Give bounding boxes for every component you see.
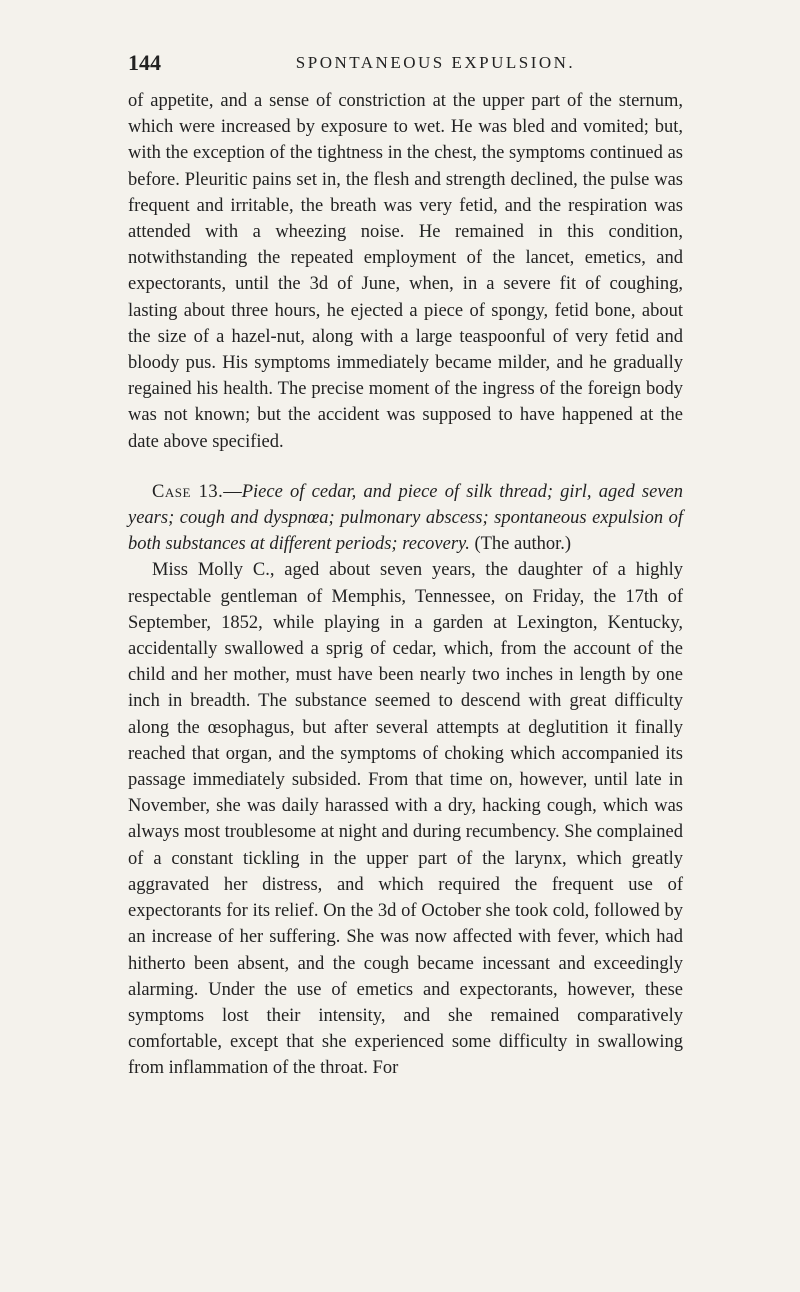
paragraph-case-narrative: Miss Molly C., aged about seven years, the daughter of a highly respectable gentleman of Memphis, Tennessee, on Friday, the 17th of September, 1852, while playing in a garden at Lexington, Kentucky, accidentally swallowed a sprig of cedar, which, from the account of the child and her mother, must have been nearly two inches in length by one inch in breadth. The substance seemed to descend with great difficulty along the œsophagus, but after several attempts at deglutition it finally reached that organ, and the symptoms of choking which accompanied its passage immediately subsided. From that time on, however, until late in November, she was daily harassed with a dry, hacking cough, which was always most troublesome at night and during recumbency. She complained of a constant tickling in the upper part of the larynx, which greatly aggravated her distress, and which required the frequent use of expectorants for its relief. On the 3d of October she took cold, followed by an increase of her suffering. She was now affected with fever, which had hitherto been absent, and the cough became incessant and exceedingly alarming. Under the use of emetics and expectorants, however, these symptoms lost their intensity, and she remained comparatively comfortable, except that she experienced some difficulty in swallowing from inflammation of the throat. For <box>128 560 683 1079</box>
running-head <box>128 50 683 76</box>
paragraph-continued: of appetite, and a sense of constriction at the upper part of the sternum, which were increased by exposure to wet. He was bled and vomited; but, with the exception of the tightness in the chest, the symptoms continued as before. Pleuritic pains set in, the flesh and strength declined, the pulse was frequent and irritable, the breath was very fetid, and the respiration was attended with a wheezing noise. He remained in this condition, notwithstanding the repeated employment of the lancet, emetics, and expectorants, until the 3d of June, when, in a severe fit of coughing, lasting about three hours, he ejected a piece of spongy, fetid bone, about the size of a hazel-nut, along with a large teaspoonful of very fetid and bloody pus. His symptoms immediately became milder, and he gradually regained his health. The precise moment of the ingress of the foreign body was not known; but the accident was supposed to have happened at the date above specified. <box>128 91 683 452</box>
case-attribution: (The author.) <box>474 534 572 555</box>
case-label: Case 13. <box>152 481 224 502</box>
body-text <box>128 88 683 1082</box>
page-number: 144 <box>128 50 161 75</box>
running-title: SPONTANEOUS EXPULSION. <box>295 53 576 72</box>
case-summary: Piece of cedar, and piece of silk thread; girl, aged seven years; cough and dyspnœa; pulmonary abscess; spontaneous expulsion of both substances at different periods; recovery. <box>128 481 683 555</box>
case-heading: Case 13.—Piece of cedar, and piece of silk thread; girl, aged seven years; cough and dyspnœa; pulmonary abscess; spontaneous expulsion of both substances at different periods; recovery. (The author.) <box>128 481 683 555</box>
